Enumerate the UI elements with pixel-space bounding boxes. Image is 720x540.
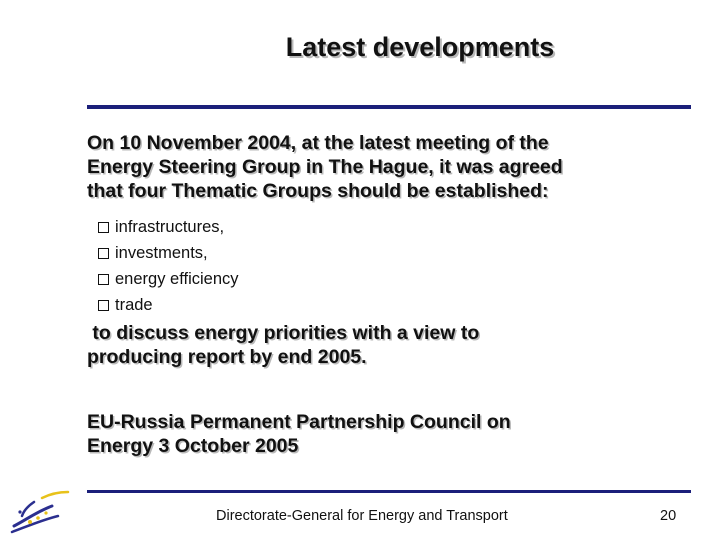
purpose-line-2: producing report by end 2005.: [87, 346, 367, 368]
intro-line-2: Energy Steering Group in The Hague, it was agreed: [87, 156, 563, 178]
list-item: [98, 214, 239, 240]
checkbox-bullet-icon: [98, 300, 109, 311]
list-item: [98, 292, 239, 318]
intro-line-3: that four Thematic Groups should be established:: [87, 180, 549, 202]
checkbox-bullet-icon: [98, 274, 109, 285]
checkbox-bullet-icon: [98, 222, 109, 233]
council-paragraph: [87, 410, 687, 458]
thematic-groups-list: [98, 214, 239, 318]
footer-divider: [87, 490, 691, 493]
purpose-line-1: to discuss energy priorities with a view to: [87, 322, 480, 344]
intro-line-1: On 10 November 2004, at the latest meeting of the: [87, 132, 549, 154]
council-line-2: Energy 3 October 2005: [87, 435, 299, 457]
council-line-1: EU-Russia Permanent Partnership Council on: [87, 411, 511, 433]
page-number: 20: [660, 508, 677, 524]
footer-organization: Directorate-General for Energy and Transport: [216, 508, 508, 524]
list-item-label: investments,: [115, 244, 208, 262]
intro-paragraph: [87, 131, 687, 203]
list-item-label: infrastructures,: [115, 218, 225, 236]
list-item-label: energy efficiency: [115, 270, 239, 288]
checkbox-bullet-icon: [98, 248, 109, 259]
slide-title: Latest developments: [285, 32, 555, 62]
list-item-label: trade: [115, 296, 153, 314]
list-item: [98, 266, 239, 292]
title-divider: [87, 105, 691, 109]
eu-stars-swirl-logo-icon: [8, 486, 72, 536]
purpose-paragraph: [87, 321, 687, 369]
list-item: [98, 240, 239, 266]
